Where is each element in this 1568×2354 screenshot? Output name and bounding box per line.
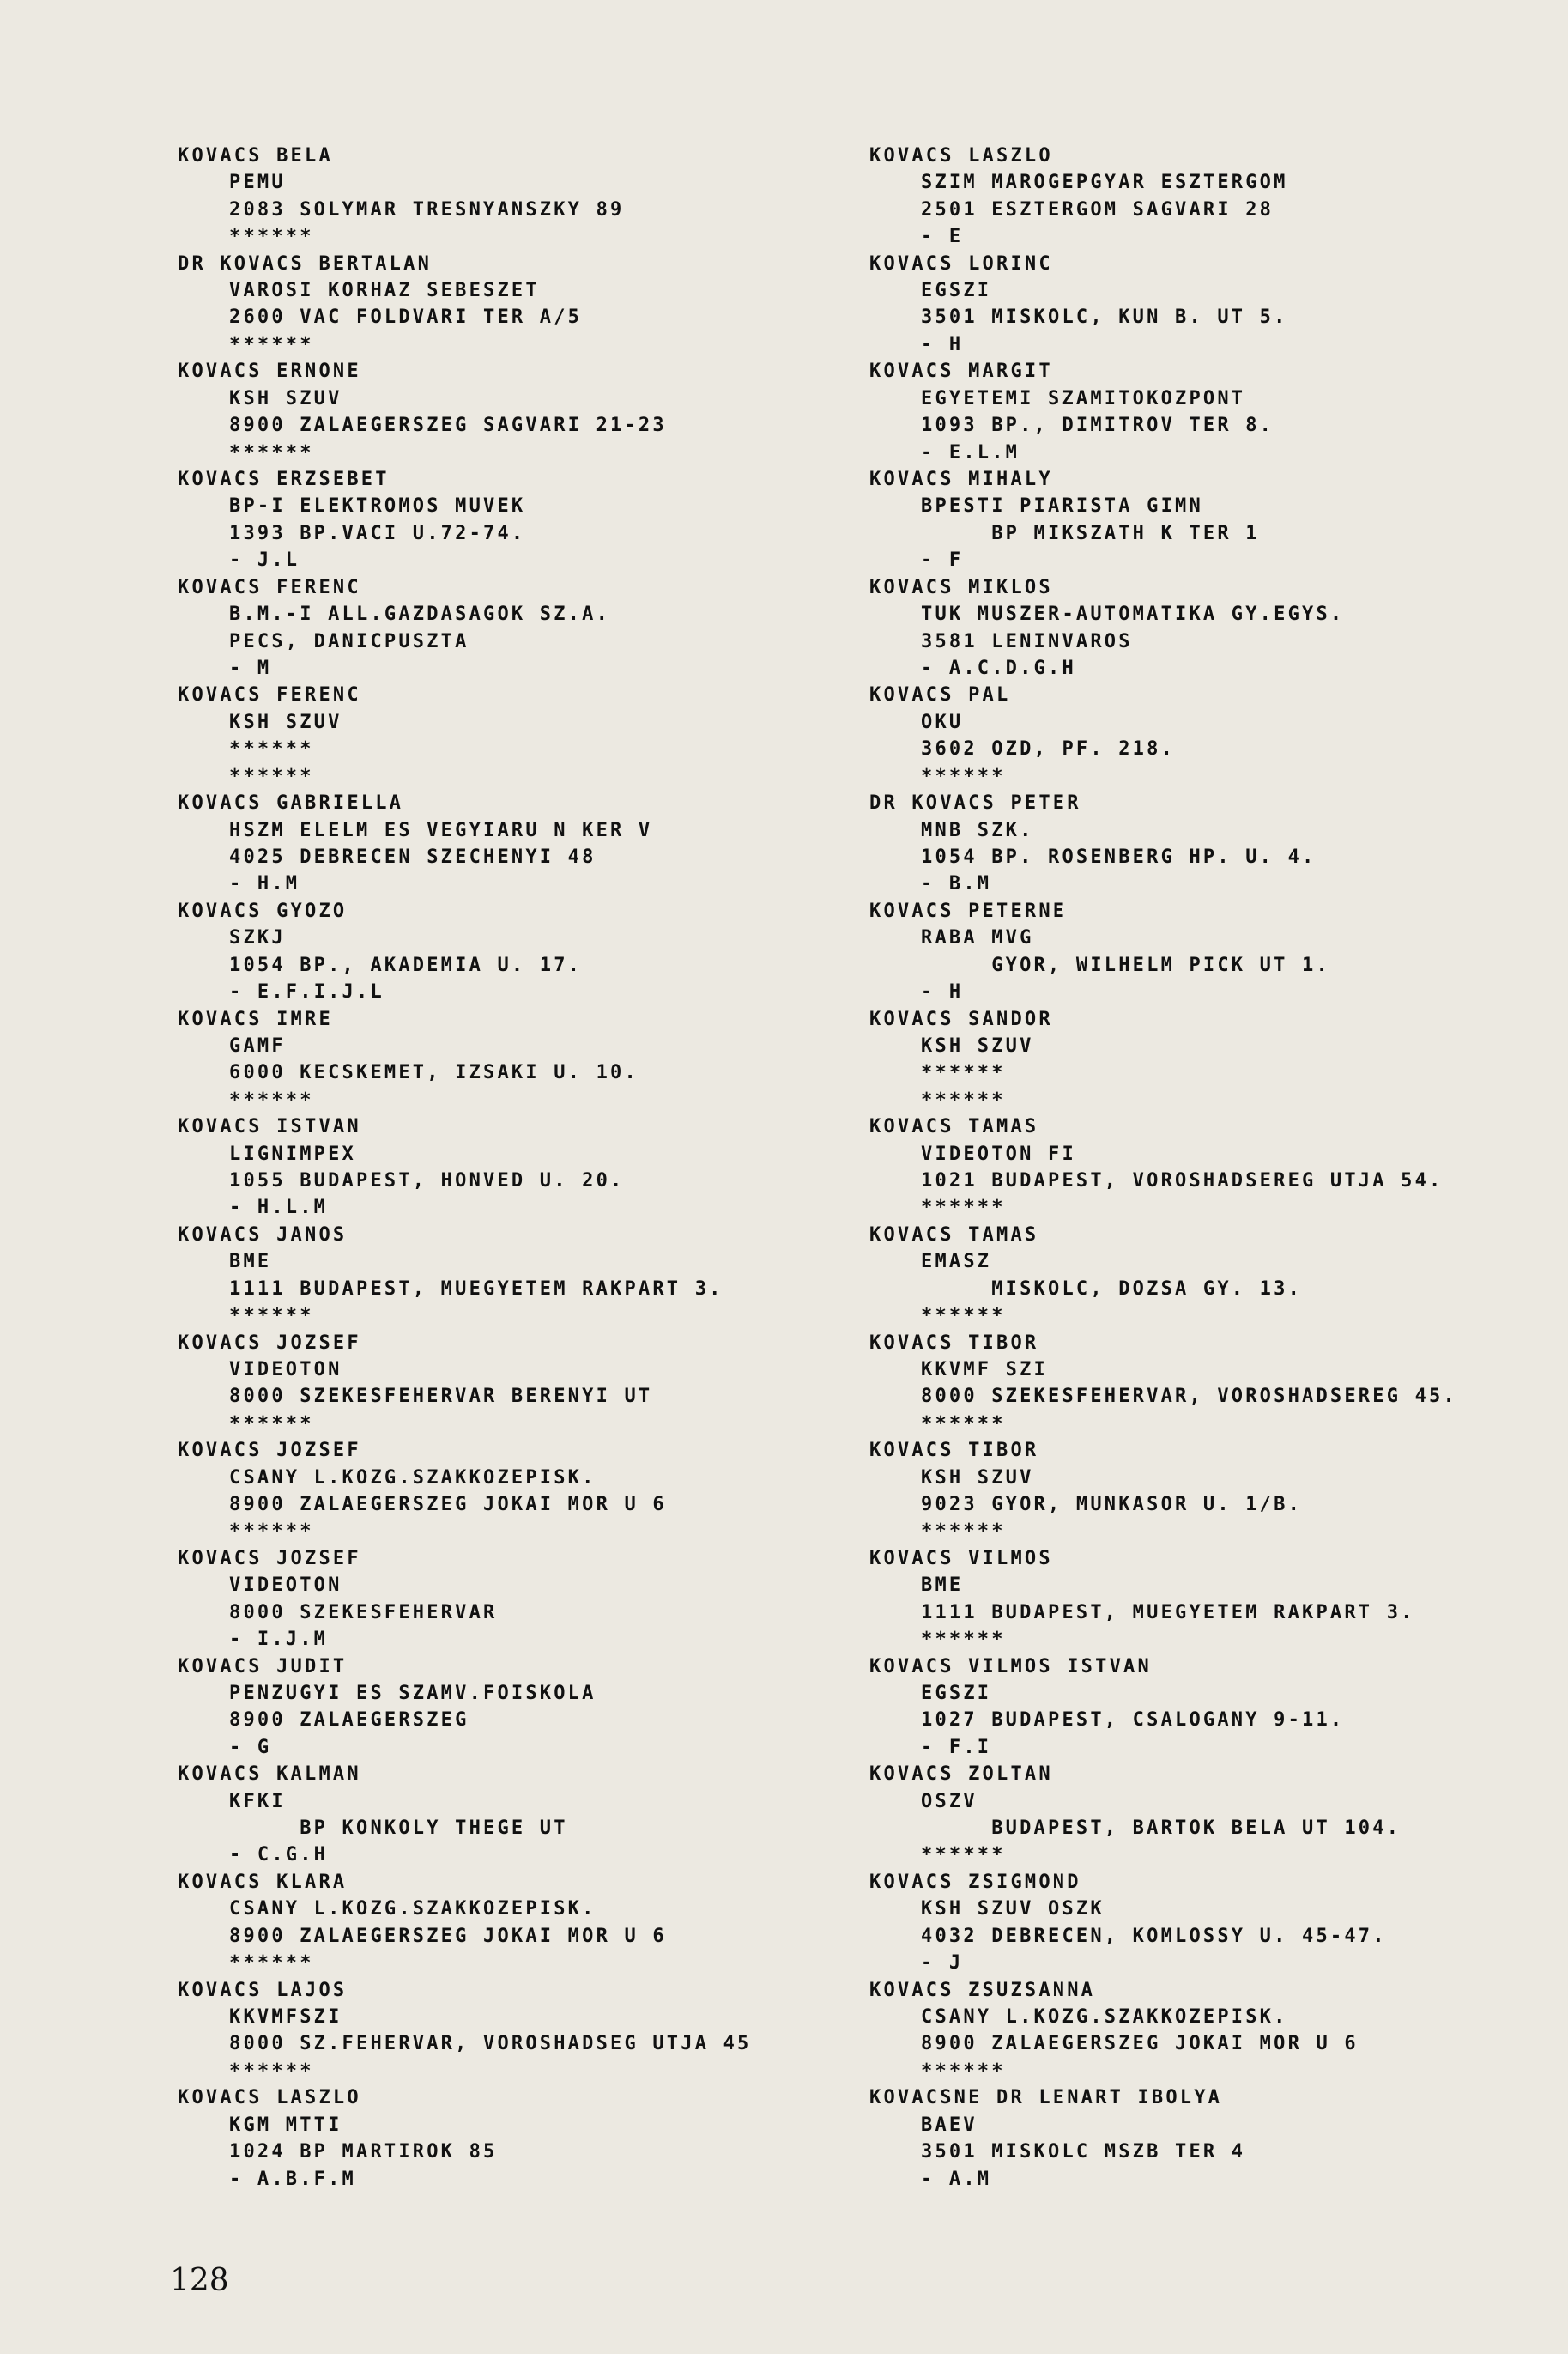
entry-address: 1021 BUDAPEST, VOROSHADSEREG UTJA 54. [921, 1169, 1444, 1192]
entry-codes: - J [921, 1952, 964, 1975]
entry-organization: GAMF [229, 1034, 286, 1057]
entry-codes: ****** [921, 1089, 1006, 1111]
directory-entry [178, 1545, 864, 1653]
entry-address: 1027 BUDAPEST, CSALOGANY 9-11. [921, 1709, 1345, 1732]
entry-address: PECS, DANICPUSZTA [229, 630, 469, 652]
entry-address: 8000 SZ.FEHERVAR, VOROSHADSEG UTJA 45 [229, 2033, 752, 2055]
directory-entry [869, 2084, 1556, 2193]
directory-entry [178, 1006, 864, 1114]
entry-address: 1111 BUDAPEST, MUEGYETEM RAKPART 3. [229, 1277, 723, 1300]
entry-organization: PENZUGYI ES SZAMV.FOISKOLA [229, 1683, 596, 1705]
entry-organization: KKVMFSZI [229, 2006, 342, 2029]
entry-address: 2600 VAC FOLDVARI TER A/5 [229, 306, 583, 329]
entry-codes: - B.M [921, 873, 992, 895]
entry-organization: BME [229, 1251, 272, 1273]
directory-entry [869, 251, 1556, 359]
entry-codes: - H [921, 333, 964, 355]
entry-name: KOVACS LAJOS [178, 1979, 348, 2001]
entry-organization: OKU [921, 711, 964, 733]
entry-organization: BPESTI PIARISTA GIMN [921, 495, 1203, 518]
entry-codes: - F [921, 549, 964, 572]
entry-organization: EMASZ [921, 1251, 992, 1273]
entry-organization: SZIM MAROGEPGYAR ESZTERGOM [921, 172, 1288, 194]
entry-codes: - A.M [921, 2168, 992, 2190]
entry-name: KOVACS FERENC [178, 684, 361, 707]
entry-name: KOVACSNE DR LENART IBOLYA [869, 2087, 1223, 2109]
entry-address: 1093 BP., DIMITROV TER 8. [921, 415, 1274, 437]
entry-codes: ****** [229, 2060, 314, 2082]
directory-entry [869, 1222, 1556, 1330]
entry-address: 1024 BP MARTIROK 85 [229, 2141, 498, 2163]
entry-name: KOVACS KALMAN [178, 1763, 361, 1786]
entry-name: KOVACS MARGIT [869, 361, 1053, 383]
entry-codes: - J.L [229, 549, 300, 572]
entry-address: 3581 LENINVAROS [921, 630, 1133, 652]
directory-entry [178, 1653, 864, 1762]
entry-organization: BP-I ELEKTROMOS MUVEK [229, 495, 526, 518]
directory-entry [178, 143, 864, 251]
entry-address: ****** [921, 1062, 1006, 1084]
entry-codes: ****** [921, 1197, 1006, 1219]
entry-name: DR KOVACS PETER [869, 792, 1081, 815]
entry-address: 2083 SOLYMAR TRESNYANSZKY 89 [229, 198, 625, 221]
entry-codes: - A.B.F.M [229, 2168, 357, 2190]
entry-name: DR KOVACS BERTALAN [178, 252, 433, 275]
entry-name: KOVACS LASZLO [869, 145, 1053, 167]
entry-codes: - C.G.H [229, 1844, 329, 1866]
entry-organization: BAEV [921, 2114, 978, 2136]
entry-name: KOVACS GABRIELLA [178, 792, 404, 815]
directory-entry [178, 682, 864, 790]
entry-name: KOVACS ERNONE [178, 361, 361, 383]
page-number: 128 [170, 2263, 229, 2298]
entry-codes: - I.J.M [229, 1629, 329, 1651]
entry-codes: - E.F.I.J.L [229, 980, 384, 1003]
entry-address: 8900 ZALAEGERSZEG JOKAI MOR U 6 [921, 2033, 1359, 2055]
entry-address: 8000 SZEKESFEHERVAR BERENYI UT [229, 1386, 653, 1408]
directory-entry [178, 466, 864, 574]
directory-entry [178, 1869, 864, 1977]
entry-codes: ****** [921, 1844, 1006, 1866]
entry-organization: KSH SZUV [921, 1034, 1034, 1057]
entry-organization: RABA MVG [921, 927, 1034, 949]
entry-address: 3501 MISKOLC, KUN B. UT 5. [921, 306, 1288, 329]
entry-name: KOVACS LORINC [869, 252, 1053, 275]
entry-name: KOVACS ISTVAN [178, 1116, 361, 1138]
entry-codes: ****** [229, 765, 314, 787]
entry-organization: PEMU [229, 172, 286, 194]
entry-address: 1111 BUDAPEST, MUEGYETEM RAKPART 3. [921, 1601, 1415, 1623]
entry-codes: ****** [921, 1629, 1006, 1651]
entry-organization: EGYETEMI SZAMITOKOZPONT [921, 387, 1246, 410]
directory-entry [869, 898, 1556, 1006]
left-column [178, 143, 864, 2193]
directory-entry [869, 1545, 1556, 1653]
directory-entry [178, 1330, 864, 1438]
entry-name: KOVACS JOZSEF [178, 1547, 361, 1569]
entry-organization: CSANY L.KOZG.SZAKKOZEPISK. [229, 1898, 596, 1920]
entry-organization: EGSZI [921, 280, 992, 302]
entry-address: 1054 BP. ROSENBERG HP. U. 4. [921, 846, 1317, 868]
entry-codes: - H [921, 980, 964, 1003]
entry-name: KOVACS KLARA [178, 1872, 348, 1893]
entry-organization: KSH SZUV OSZK [921, 1898, 1105, 1920]
entry-organization: CSANY L.KOZG.SZAKKOZEPISK. [229, 1466, 596, 1489]
directory-entry [178, 1437, 864, 1545]
entry-codes: ****** [229, 226, 314, 248]
right-column [869, 143, 1556, 2193]
entry-address: BP MIKSZATH K TER 1 [921, 522, 1260, 544]
entry-address: 8900 ZALAEGERSZEG JOKAI MOR U 6 [229, 1925, 667, 1947]
entry-address: 8000 SZEKESFEHERVAR [229, 1601, 498, 1623]
entry-address: 4032 DEBRECEN, KOMLOSSY U. 45-47. [921, 1925, 1387, 1947]
entry-codes: - E.L.M [921, 441, 1020, 464]
directory-entry [869, 1977, 1556, 2085]
entry-address: 8900 ZALAEGERSZEG [229, 1709, 469, 1732]
entry-codes: ****** [921, 765, 1006, 787]
entry-address: 3501 MISKOLC MSZB TER 4 [921, 2141, 1246, 2163]
directory-entry [178, 1222, 864, 1330]
entry-codes: - G [229, 1736, 272, 1758]
directory-entry [869, 790, 1556, 898]
entry-address: 9023 GYOR, MUNKASOR U. 1/B. [921, 1494, 1303, 1516]
entry-address: 8000 SZEKESFEHERVAR, VOROSHADSEREG 45. [921, 1386, 1457, 1408]
entry-address: 6000 KECSKEMET, IZSAKI U. 10. [229, 1062, 639, 1084]
entry-organization: BME [921, 1574, 964, 1597]
entry-name: KOVACS TAMAS [869, 1223, 1039, 1246]
entry-name: KOVACS JANOS [178, 1223, 348, 1246]
entry-codes: ****** [229, 441, 314, 464]
entry-organization: SZKJ [229, 927, 286, 949]
entry-address: 4025 DEBRECEN SZECHENYI 48 [229, 846, 596, 868]
entry-name: KOVACS ZSIGMOND [869, 1872, 1081, 1893]
entry-address: 2501 ESZTERGOM SAGVARI 28 [921, 198, 1274, 221]
entry-name: KOVACS GYOZO [178, 900, 348, 922]
entry-name: KOVACS TAMAS [869, 1116, 1039, 1138]
entry-organization: EGSZI [921, 1683, 992, 1705]
directory-entry [869, 574, 1556, 683]
entry-codes: ****** [921, 1520, 1006, 1543]
directory-entry [869, 682, 1556, 790]
directory-entry [178, 574, 864, 683]
directory-entry [178, 2084, 864, 2193]
directory-entry [178, 251, 864, 359]
entry-organization: KSH SZUV [229, 387, 342, 410]
entry-address: BP KONKOLY THEGE UT [229, 1817, 568, 1840]
entry-codes: ****** [921, 1412, 1006, 1435]
directory-entry [869, 1437, 1556, 1545]
directory-entry [869, 1113, 1556, 1222]
entry-organization: VAROSI KORHAZ SEBESZET [229, 280, 540, 302]
entry-name: KOVACS VILMOS ISTVAN [869, 1655, 1152, 1678]
directory-entry [869, 1330, 1556, 1438]
entry-codes: ****** [229, 333, 314, 355]
entry-address: 8900 ZALAEGERSZEG SAGVARI 21-23 [229, 415, 667, 437]
entry-name: KOVACS PETERNE [869, 900, 1068, 922]
directory-entry [869, 1653, 1556, 1762]
directory-entry [178, 358, 864, 466]
entry-codes: ****** [229, 1305, 314, 1327]
entry-codes: ****** [229, 1952, 314, 1975]
directory-entry [178, 1977, 864, 2085]
entry-name: KOVACS BELA [178, 145, 333, 167]
entry-codes: - H.M [229, 873, 300, 895]
entry-organization: HSZM ELELM ES VEGYIARU N KER V [229, 819, 653, 841]
entry-organization: CSANY L.KOZG.SZAKKOZEPISK. [921, 2006, 1288, 2029]
entry-address: BUDAPEST, BARTOK BELA UT 104. [921, 1817, 1402, 1840]
entry-name: KOVACS FERENC [178, 576, 361, 598]
directory-entry [869, 1869, 1556, 1977]
entry-codes: ****** [229, 1412, 314, 1435]
entry-codes: - F.I [921, 1736, 992, 1758]
entry-name: KOVACS LASZLO [178, 2087, 361, 2109]
directory-entry [178, 1761, 864, 1869]
entry-codes: ****** [229, 1520, 314, 1543]
entry-organization: OSZV [921, 1790, 978, 1812]
entry-name: KOVACS TIBOR [869, 1332, 1039, 1354]
directory-entry [869, 143, 1556, 251]
entry-organization: KGM MTTI [229, 2114, 342, 2136]
entry-address: 3602 OZD, PF. 218. [921, 738, 1176, 761]
entry-name: KOVACS TIBOR [869, 1440, 1039, 1462]
directory-entry [178, 1113, 864, 1222]
entry-codes: - E [921, 226, 964, 248]
entry-name: KOVACS JOZSEF [178, 1332, 361, 1354]
entry-address: 1054 BP., AKADEMIA U. 17. [229, 954, 583, 976]
directory-entry [178, 790, 864, 898]
entry-organization: B.M.-I ALL.GAZDASAGOK SZ.A. [229, 604, 611, 626]
entry-organization: KSH SZUV [229, 711, 342, 733]
directory-entry [869, 1761, 1556, 1869]
entry-codes: - M [229, 657, 272, 679]
entry-codes: ****** [921, 1305, 1006, 1327]
entry-address: MISKOLC, DOZSA GY. 13. [921, 1277, 1303, 1300]
directory-entry [869, 1006, 1556, 1114]
entry-name: KOVACS JUDIT [178, 1655, 348, 1678]
entry-name: KOVACS MIKLOS [869, 576, 1053, 598]
entry-organization: KSH SZUV [921, 1466, 1034, 1489]
entry-name: KOVACS SANDOR [869, 1008, 1053, 1030]
entry-codes: - A.C.D.G.H [921, 657, 1076, 679]
entry-organization: KFKI [229, 1790, 286, 1812]
entry-address: ****** [229, 738, 314, 761]
entry-organization: KKVMF SZI [921, 1358, 1049, 1380]
directory-entry [869, 358, 1556, 466]
entry-address: GYOR, WILHELM PICK UT 1. [921, 954, 1330, 976]
entry-address: 1393 BP.VACI U.72-74. [229, 522, 526, 544]
entry-organization: VIDEOTON [229, 1358, 342, 1380]
entry-name: KOVACS MIHALY [869, 469, 1053, 491]
entry-name: KOVACS JOZSEF [178, 1440, 361, 1462]
directory-entry [178, 898, 864, 1006]
entry-codes: ****** [921, 2060, 1006, 2082]
entry-organization: VIDEOTON [229, 1574, 342, 1597]
entry-name: KOVACS IMRE [178, 1008, 333, 1030]
entry-name: KOVACS ZSUZSANNA [869, 1979, 1096, 2001]
entry-organization: LIGNIMPEX [229, 1143, 357, 1165]
entry-address: 8900 ZALAEGERSZEG JOKAI MOR U 6 [229, 1494, 667, 1516]
entry-address: 1055 BUDAPEST, HONVED U. 20. [229, 1169, 625, 1192]
entry-organization: VIDEOTON FI [921, 1143, 1076, 1165]
entry-name: KOVACS ZOLTAN [869, 1763, 1053, 1786]
entry-codes: - H.L.M [229, 1197, 329, 1219]
directory-entry [869, 466, 1556, 574]
entry-name: KOVACS VILMOS [869, 1547, 1053, 1569]
entry-codes: ****** [229, 1089, 314, 1111]
entry-organization: MNB SZK. [921, 819, 1034, 841]
entry-organization: TUK MUSZER-AUTOMATIKA GY.EGYS. [921, 604, 1345, 626]
entry-name: KOVACS ERZSEBET [178, 469, 390, 491]
entry-name: KOVACS PAL [869, 684, 1011, 707]
